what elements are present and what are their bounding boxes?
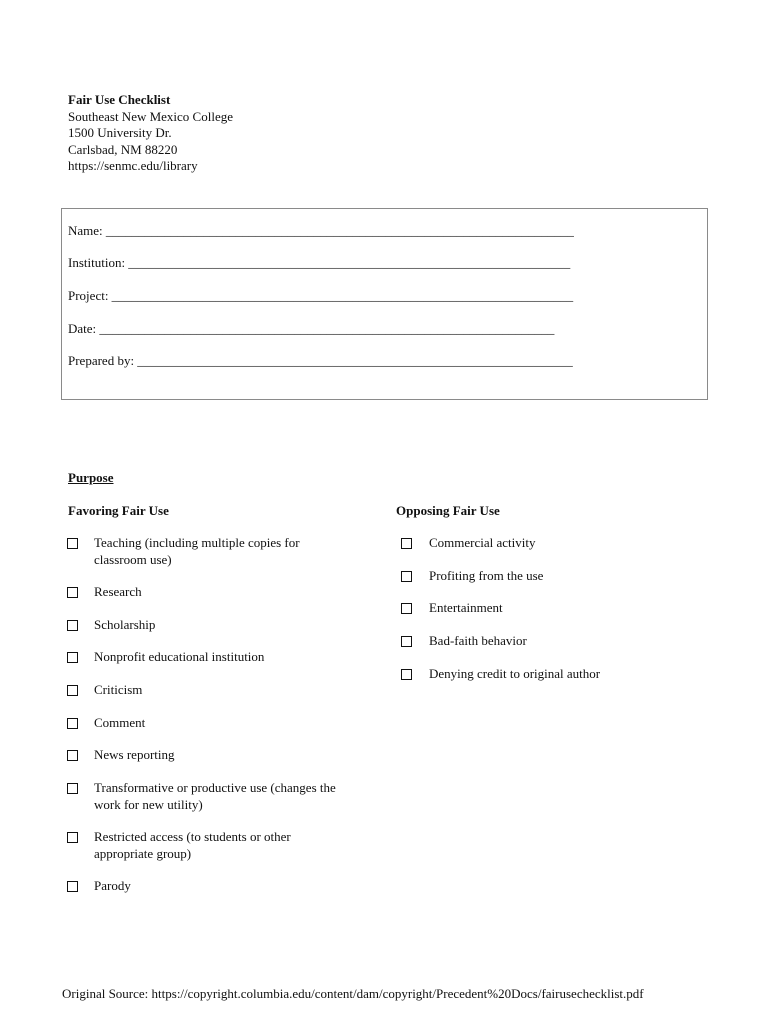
document-header — [68, 92, 233, 175]
opposing-item-entertainment — [401, 600, 689, 617]
org-name: Southeast New Mexico College — [68, 108, 233, 124]
checkbox-label: Transformative or productive use (changes the work for new utility) — [94, 780, 336, 812]
favoring-item-teaching — [67, 535, 344, 568]
favoring-item-nonprofit — [67, 649, 344, 666]
favoring-item-parody — [67, 878, 344, 895]
checkbox[interactable] — [401, 538, 412, 549]
checkbox-label: News reporting — [94, 747, 175, 762]
date-field[interactable]: Date: ______________________________________________________________________ — [68, 321, 555, 336]
checkbox[interactable] — [67, 685, 78, 696]
favoring-item-restricted — [67, 829, 344, 862]
checkbox[interactable] — [67, 587, 78, 598]
checkbox-label: Research — [94, 584, 142, 599]
opposing-item-denying-credit — [401, 666, 689, 683]
source-footer: Original Source: https://copyright.columbia.edu/content/dam/copyright/Precedent%20Docs/fairusechecklist.pdf — [62, 986, 644, 1001]
favoring-item-research — [67, 584, 344, 601]
checkbox-label: Commercial activity — [429, 535, 536, 550]
checkbox[interactable] — [67, 538, 78, 549]
checkbox-label: Profiting from the use — [429, 568, 544, 583]
favoring-item-criticism — [67, 682, 344, 699]
info-form-box — [61, 208, 708, 400]
checkbox-label: Restricted access (to students or other appropriate group) — [94, 829, 291, 861]
opposing-heading: Opposing Fair Use — [396, 503, 500, 518]
checkbox[interactable] — [67, 832, 78, 843]
checkbox[interactable] — [67, 881, 78, 892]
name-field[interactable]: Name: ________________________________________________________________________ — [68, 223, 574, 238]
checkbox-label: Bad-faith behavior — [429, 633, 527, 648]
opposing-item-profiting — [401, 568, 689, 585]
favoring-item-scholarship — [67, 617, 344, 634]
checkbox-label: Teaching (including multiple copies for classroom use) — [94, 535, 300, 567]
address-city: Carlsbad, NM 88220 — [68, 141, 178, 157]
favoring-item-news — [67, 747, 344, 764]
checkbox[interactable] — [401, 669, 412, 680]
checkbox-label: Nonprofit educational institution — [94, 649, 265, 664]
checkbox-label: Scholarship — [94, 617, 156, 632]
prepared-by-field[interactable]: Prepared by: ___________________________________________________________________ — [68, 353, 573, 368]
checkbox[interactable] — [401, 636, 412, 647]
purpose-heading: Purpose — [68, 470, 114, 485]
checkbox-label: Comment — [94, 715, 146, 730]
favoring-item-transformative — [67, 780, 344, 813]
institution-field[interactable]: Institution: ____________________________________________________________________ — [68, 255, 571, 270]
checkbox[interactable] — [67, 652, 78, 663]
checkbox-label: Denying credit to original author — [429, 666, 601, 681]
checkbox-label: Parody — [94, 878, 131, 893]
checkbox[interactable] — [67, 750, 78, 761]
favoring-item-comment — [67, 715, 344, 732]
library-url: https://senmc.edu/library — [68, 158, 198, 173]
favoring-heading: Favoring Fair Use — [68, 503, 169, 518]
checkbox[interactable] — [67, 620, 78, 631]
project-field[interactable]: Project: _______________________________________________________________________ — [68, 288, 574, 303]
checkbox-label: Criticism — [94, 682, 143, 697]
document-title: Fair Use Checklist — [68, 92, 171, 107]
checkbox-label: Entertainment — [429, 600, 503, 615]
checkbox[interactable] — [401, 603, 412, 614]
opposing-item-commercial — [401, 535, 689, 552]
address-street: 1500 University Dr. — [68, 125, 172, 140]
opposing-item-bad-faith — [401, 633, 689, 650]
checkbox[interactable] — [401, 571, 412, 582]
checkbox[interactable] — [67, 783, 78, 794]
checkbox[interactable] — [67, 718, 78, 729]
